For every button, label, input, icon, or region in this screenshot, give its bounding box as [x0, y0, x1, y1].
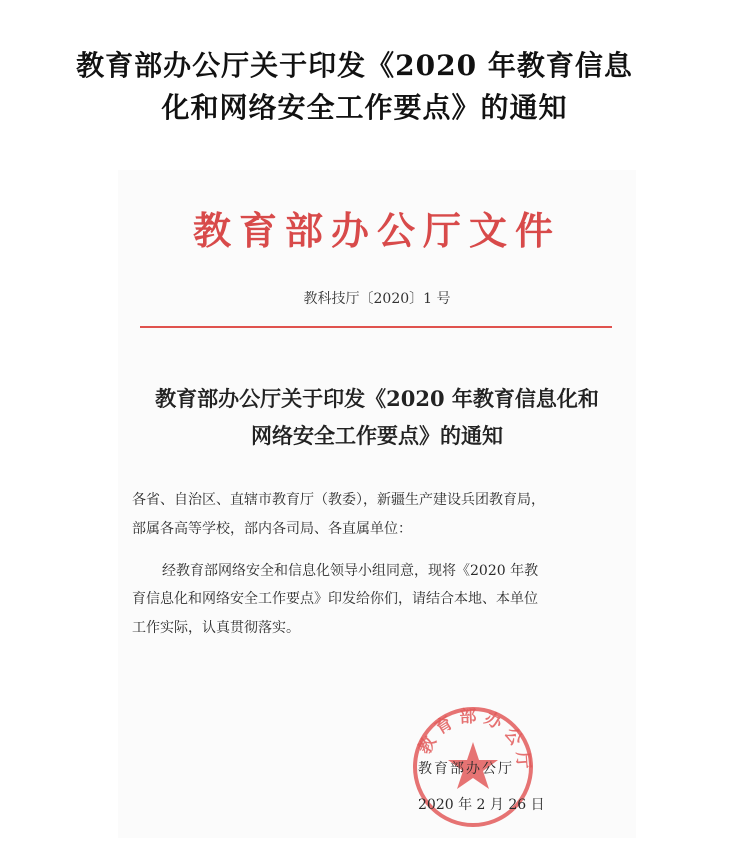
signature-organization: 教育部办公厅 [418, 761, 514, 777]
body-line-2: 育信息化和网络安全工作要点》印发给你们，请结合本地、本单位 [132, 591, 538, 607]
page-title-line-1: 教育部办公厅关于印发《2020 年教育信息 [76, 49, 633, 82]
seal-text: 教育部办公厅 [414, 706, 534, 776]
red-divider [140, 326, 612, 328]
document-title-line-2: 网络安全工作要点》的通知 [251, 423, 503, 448]
official-document-scan [118, 170, 636, 838]
document-title-line-1: 教育部办公厅关于印发《2020 年教育信息化和 [155, 386, 599, 411]
addressee-line-2: 部属各高等学校，部内各司局、各直属单位： [132, 521, 412, 537]
addressee-line-1: 各省、自治区、直辖市教育厅（教委），新疆生产建设兵团教育局， [132, 492, 545, 508]
document-header: 教育部办公厅文件 [192, 208, 561, 253]
document-number: 教科技厅〔2020〕1 号 [303, 291, 451, 307]
body-line-3: 工作实际，认真贯彻落实。 [132, 620, 300, 636]
signature-date: 2020 年 2 月 26 日 [418, 797, 545, 813]
page-title-line-2: 化和网络安全工作要点》的通知 [161, 91, 568, 124]
body-line-1: 经教育部网络安全和信息化领导小组同意，现将《2020 年教 [162, 563, 539, 579]
